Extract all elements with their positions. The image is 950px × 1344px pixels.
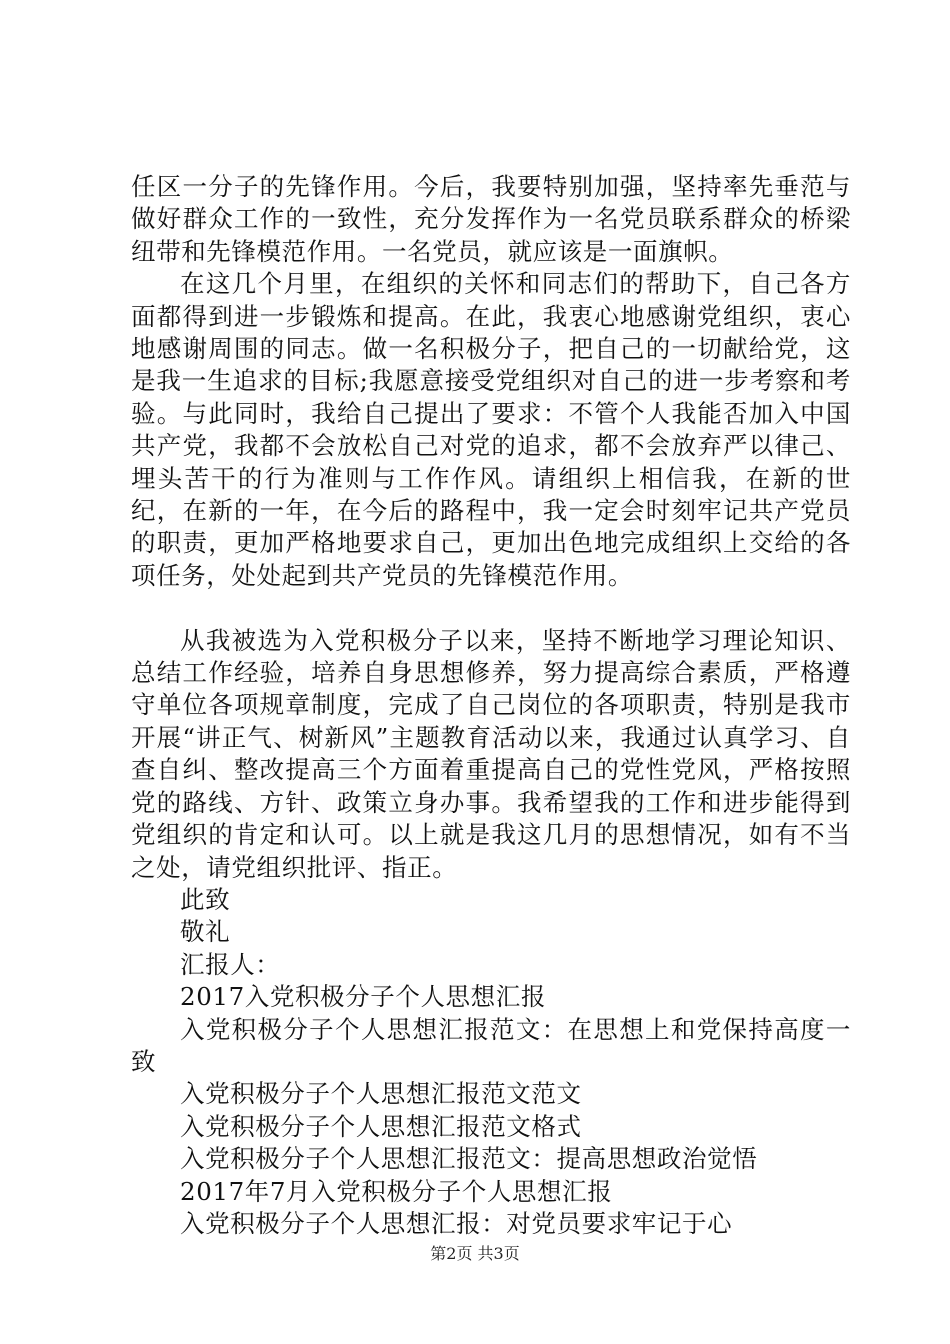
related-link[interactable]: 入党积极分子个人思想汇报范文范文 xyxy=(180,1079,582,1109)
related-link[interactable]: 入党积极分子个人思想汇报范文：提高思想政治觉悟 xyxy=(180,1144,758,1174)
page-number-footer: 第2页 共3页 xyxy=(430,1244,520,1263)
related-link[interactable]: 入党积极分子个人思想汇报范文：在思想上和党保持高度一致 xyxy=(131,1014,851,1076)
paragraph-thanks: 在这几个月里，在组织的关怀和同志们的帮助下，自己各方面都得到进一步锻炼和提高。在此，我衷心地感谢党组织，衷心地感谢周围的同志。做一名积极分子，把自己的一切献给党，这是我一生追求的目标;我愿意接受党组织对自己的进一步考察和考验。与此同时，我给自己提出了要求：不管个人我能否加入中国共产党，我都不会放松自己对党的追求，都不会放弃严以律己、埋头苦干的行为准则与工作作风。请组织上相信我，在新的世纪，在新的一年，在今后的路程中，我一定会时刻牢记共产党员的职责，更加严格地要求自己，更加出色地完成组织上交给的各项任务，处处起到共产党员的先锋模范作用。 xyxy=(131,269,851,590)
document-body xyxy=(131,171,851,1240)
closing-regards: 敬礼 xyxy=(180,917,231,947)
related-link[interactable]: 2017入党积极分子个人思想汇报 xyxy=(180,982,546,1012)
closing-reporter: 汇报人： xyxy=(180,949,281,979)
paragraph-continued: 任区一分子的先锋作用。今后，我要特别加强，坚持率先垂范与做好群众工作的一致性，充分发挥作为一名党员联系群众的桥梁纽带和先锋模范作用。一名党员，就应该是一面旗帜。 xyxy=(131,172,851,266)
related-link[interactable]: 入党积极分子个人思想汇报范文格式 xyxy=(180,1111,582,1141)
closing-salutation: 此致 xyxy=(180,884,231,914)
paragraph-summary: 从我被选为入党积极分子以来，坚持不断地学习理论知识、总结工作经验，培养自身思想修养，努力提高综合素质，严格遵守单位各项规章制度，完成了自己岗位的各项职责，特别是我市开展“讲正气、树新风”主题教育活动以来，我通过认真学习、自查自纠、整改提高三个方面着重提高自己的党性党风，严格按照党的路线、方针、政策立身办事。我希望我的工作和进步能得到党组织的肯定和认可。以上就是我这几月的思想情况，如有不当之处，请党组织批评、指正。 xyxy=(131,625,851,882)
related-link[interactable]: 2017年7月入党积极分子个人思想汇报 xyxy=(180,1176,613,1206)
related-link[interactable]: 入党积极分子个人思想汇报：对党员要求牢记于心 xyxy=(180,1208,733,1238)
